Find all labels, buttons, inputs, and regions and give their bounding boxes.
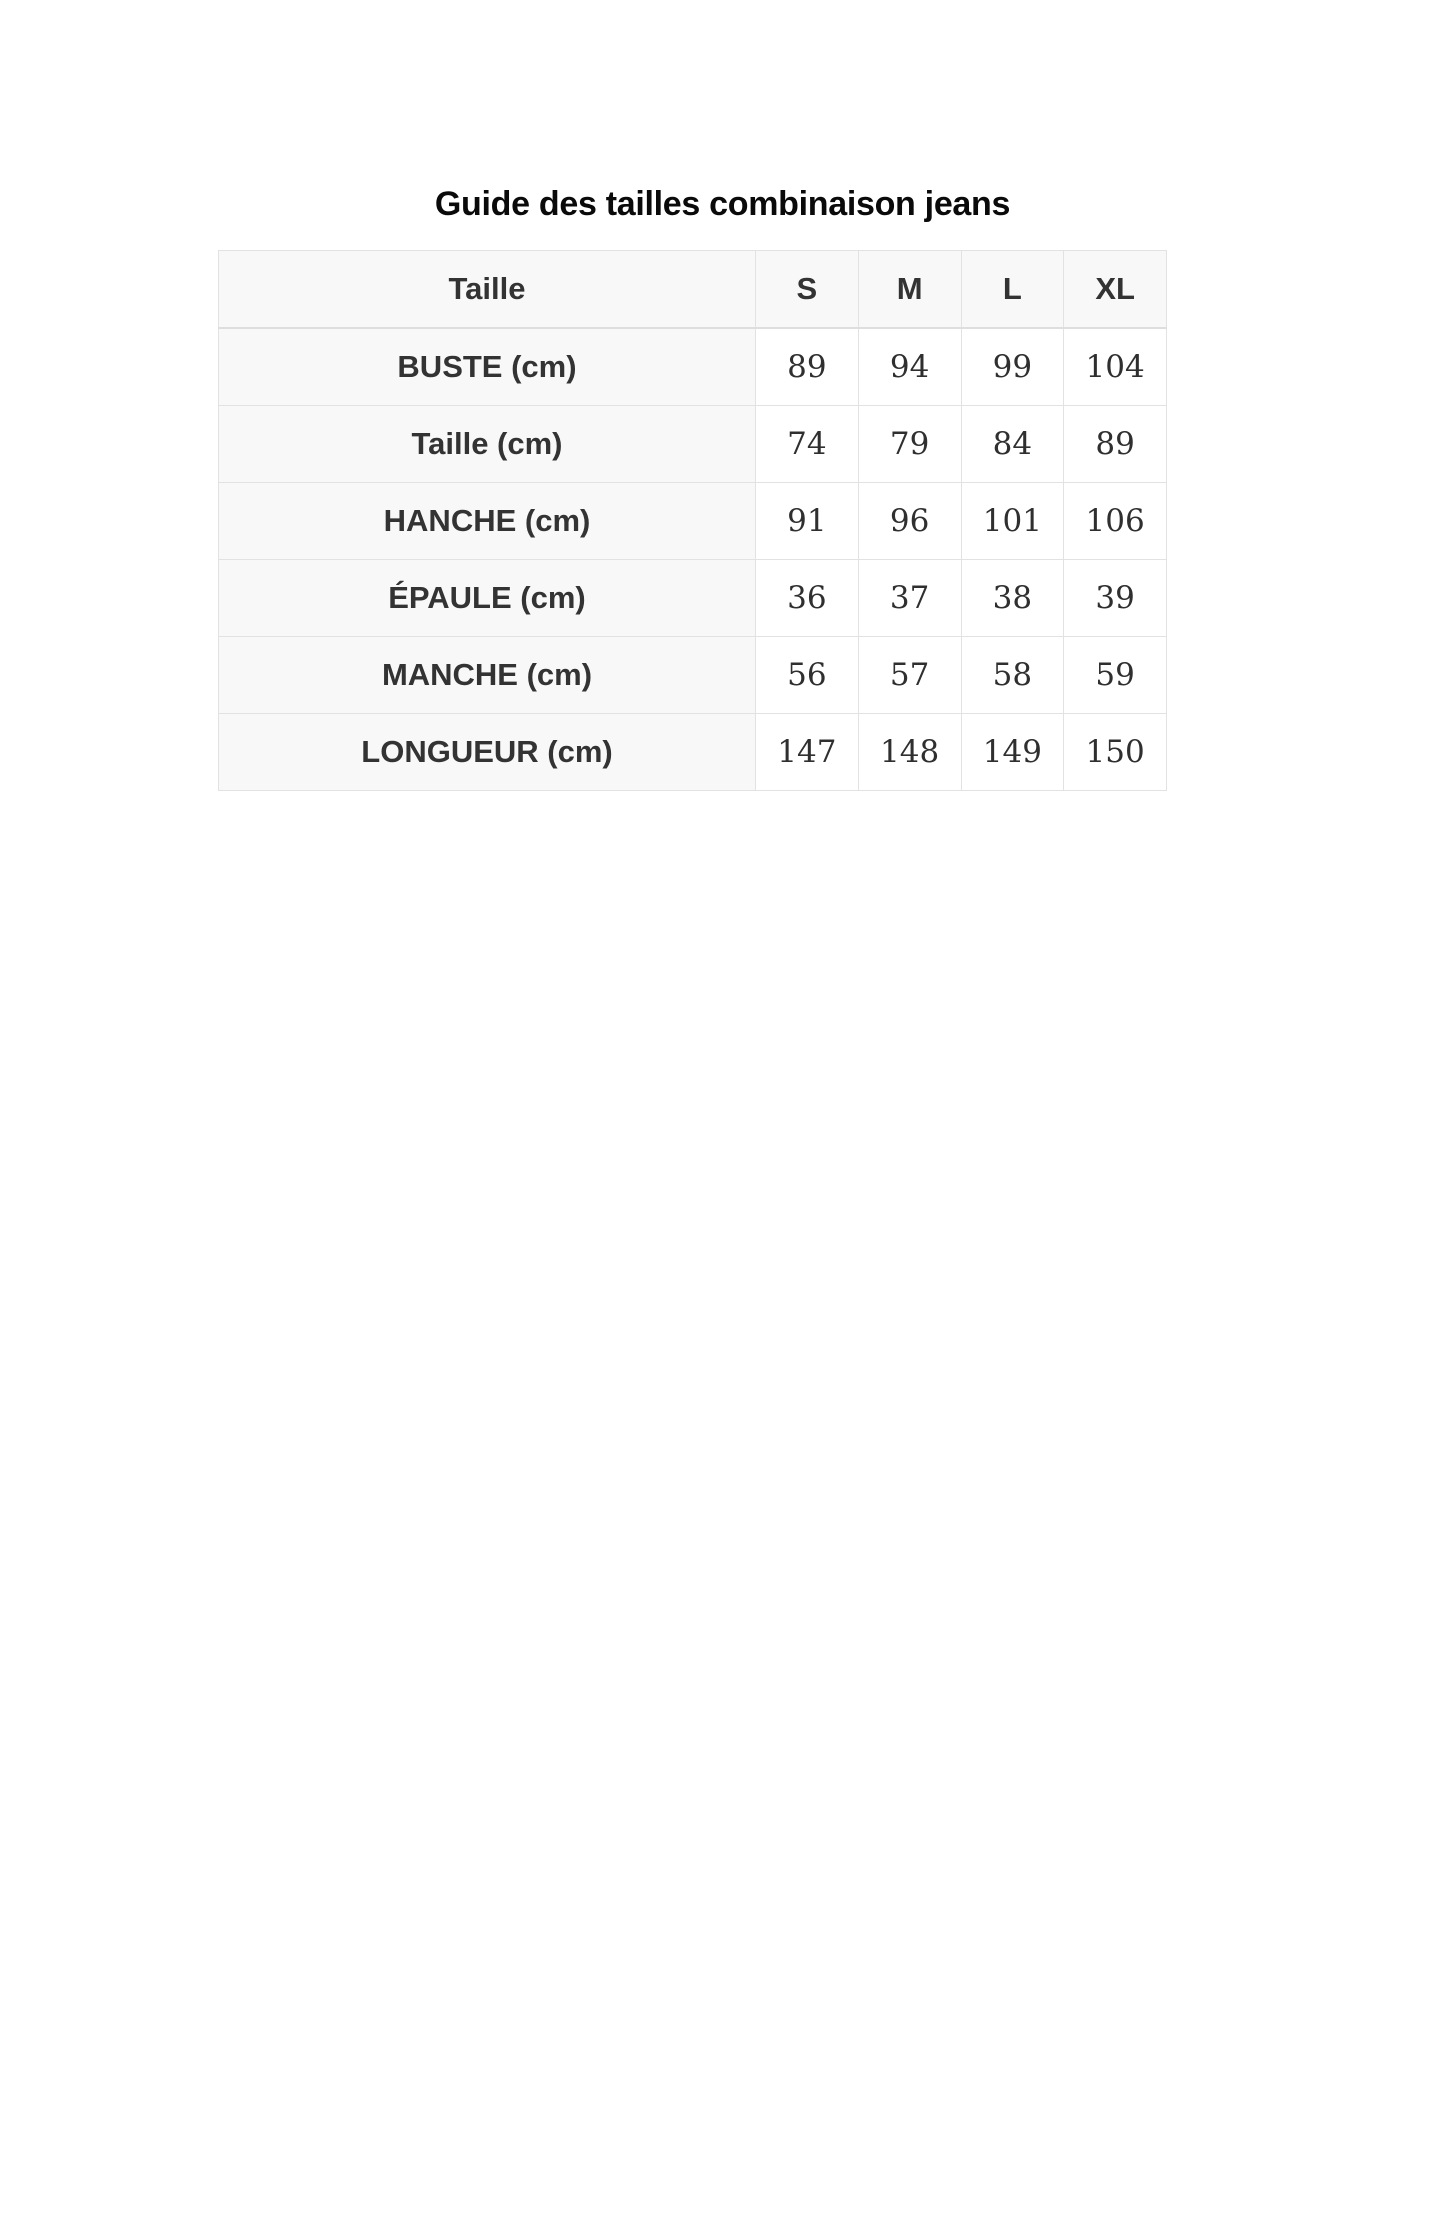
value-cell: 36	[756, 560, 859, 637]
value-cell: 79	[858, 406, 961, 483]
size-guide-table	[218, 250, 1167, 791]
table-row	[219, 714, 1167, 791]
row-label-cell: LONGUEUR (cm)	[219, 714, 756, 791]
row-label-cell: MANCHE (cm)	[219, 637, 756, 714]
value-cell: 106	[1064, 483, 1167, 560]
value-cell: 74	[756, 406, 859, 483]
value-cell: 104	[1064, 328, 1167, 406]
value-cell: 101	[961, 483, 1064, 560]
row-label-cell: ÉPAULE (cm)	[219, 560, 756, 637]
table-row	[219, 637, 1167, 714]
value-cell: 84	[961, 406, 1064, 483]
table-row	[219, 328, 1167, 406]
value-cell: 147	[756, 714, 859, 791]
size-guide-page	[0, 183, 1445, 791]
table-row	[219, 406, 1167, 483]
header-size-l: L	[961, 251, 1064, 329]
value-cell: 39	[1064, 560, 1167, 637]
row-label-cell: HANCHE (cm)	[219, 483, 756, 560]
size-guide-title: Guide des tailles combinaison jeans	[434, 185, 1011, 223]
table-row	[219, 560, 1167, 637]
value-cell: 89	[1064, 406, 1167, 483]
header-label-cell: Taille	[219, 251, 756, 329]
value-cell: 148	[858, 714, 961, 791]
value-cell: 57	[858, 637, 961, 714]
header-size-xl: XL	[1064, 251, 1167, 329]
value-cell: 96	[858, 483, 961, 560]
value-cell: 99	[961, 328, 1064, 406]
value-cell: 37	[858, 560, 961, 637]
value-cell: 38	[961, 560, 1064, 637]
value-cell: 56	[756, 637, 859, 714]
header-size-m: M	[858, 251, 961, 329]
row-label-cell: BUSTE (cm)	[219, 328, 756, 406]
header-size-s: S	[756, 251, 859, 329]
value-cell: 91	[756, 483, 859, 560]
table-header-row	[219, 251, 1167, 329]
value-cell: 150	[1064, 714, 1167, 791]
value-cell: 89	[756, 328, 859, 406]
table-row	[219, 483, 1167, 560]
row-label-cell: Taille (cm)	[219, 406, 756, 483]
value-cell: 58	[961, 637, 1064, 714]
value-cell: 149	[961, 714, 1064, 791]
value-cell: 94	[858, 328, 961, 406]
value-cell: 59	[1064, 637, 1167, 714]
